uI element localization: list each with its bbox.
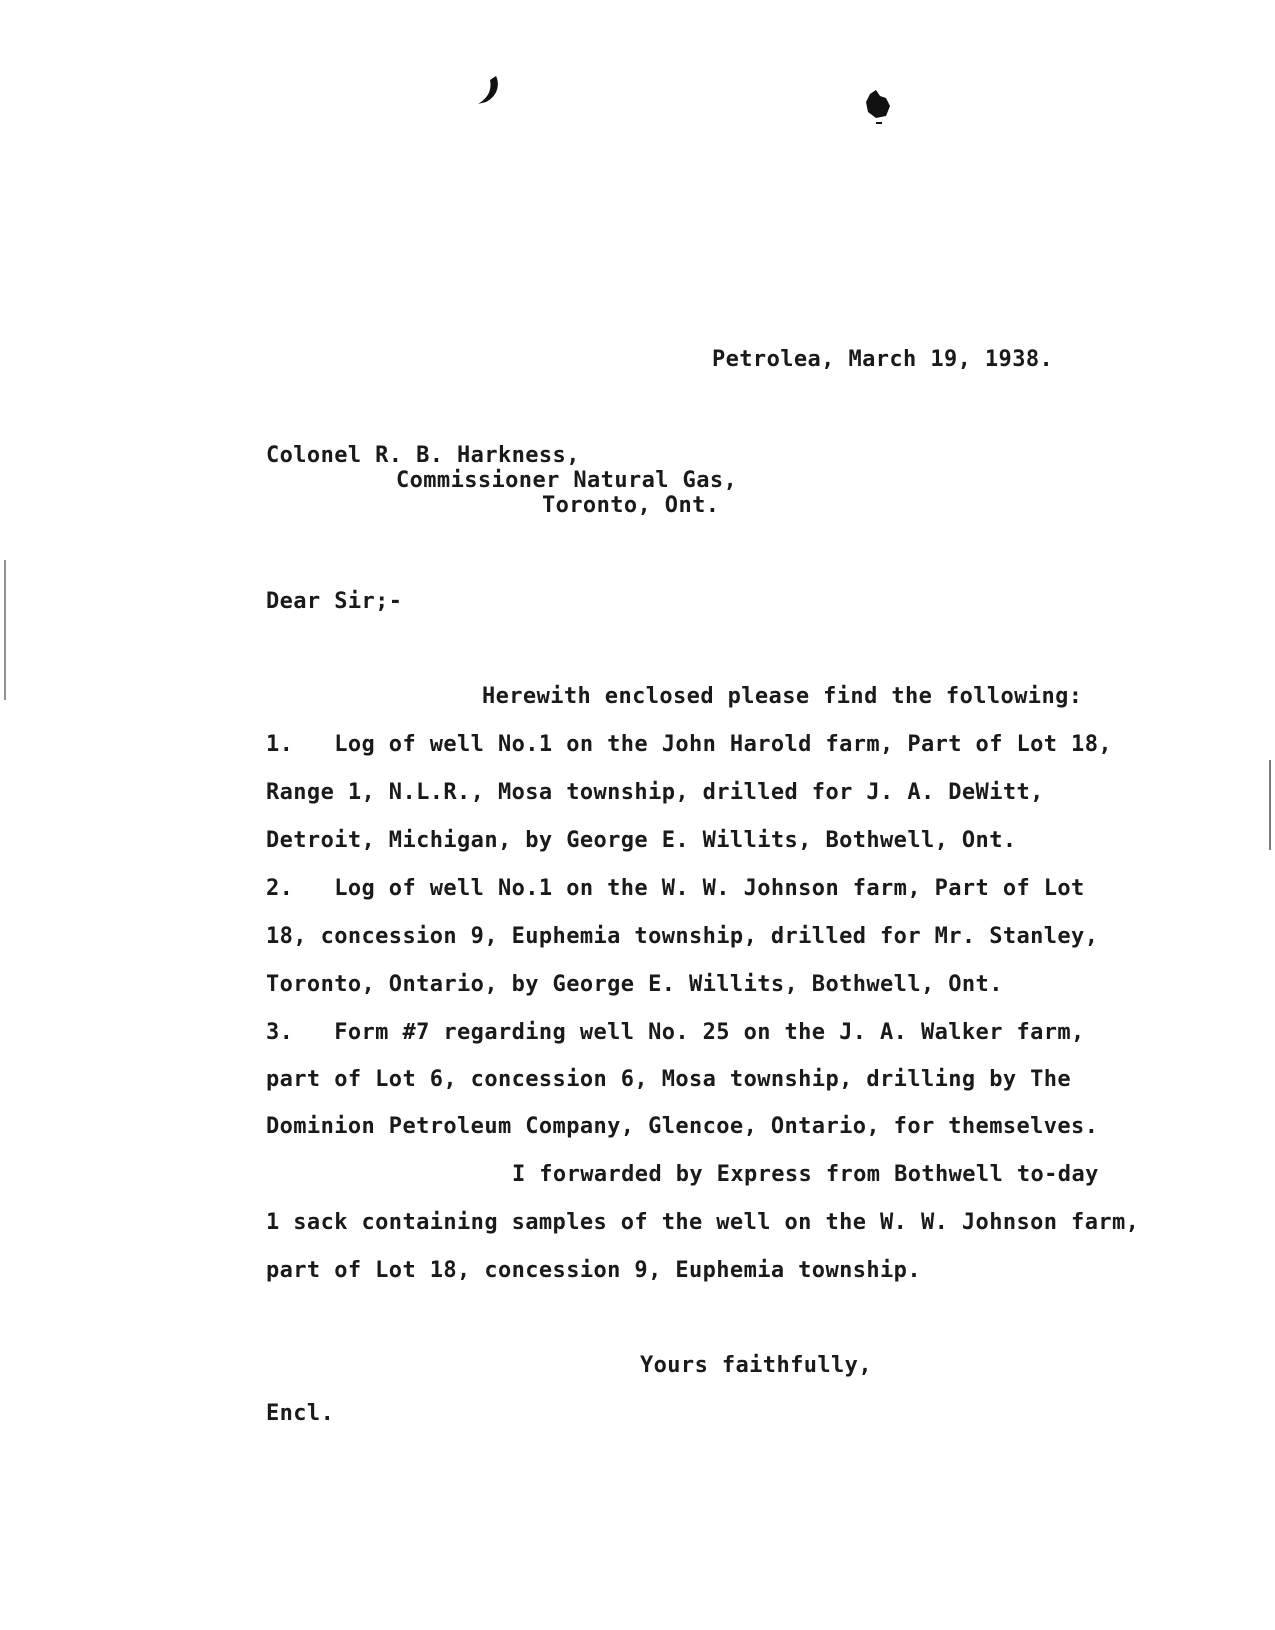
- date-line: Petrolea, March 19, 1938.: [712, 347, 1054, 372]
- body-line: Range 1, N.L.R., Mosa township, drilled for J. A. DeWitt,: [266, 780, 1044, 805]
- recipient-title: Commissioner Natural Gas,: [396, 468, 738, 493]
- closing: Yours faithfully,: [640, 1353, 872, 1378]
- scan-edge-left: [4, 560, 6, 700]
- body-line: 1. Log of well No.1 on the John Harold farm, Part of Lot 18,: [266, 732, 1112, 757]
- body-line: part of Lot 18, concession 9, Euphemia township.: [266, 1258, 921, 1283]
- enclosure-note: Encl.: [266, 1401, 335, 1426]
- body-line: 3. Form #7 regarding well No. 25 on the J. A. Walker farm,: [266, 1020, 1085, 1045]
- body-line: I forwarded by Express from Bothwell to-day: [512, 1162, 1099, 1187]
- body-line: Detroit, Michigan, by George E. Willits, Bothwell, Ont.: [266, 828, 1017, 853]
- recipient-location: Toronto, Ont.: [542, 493, 720, 518]
- ink-blot: [858, 86, 898, 130]
- ink-mark-crescent: [470, 74, 510, 110]
- body-line: 2. Log of well No.1 on the W. W. Johnson farm, Part of Lot: [266, 876, 1085, 901]
- body-line: part of Lot 6, concession 6, Mosa township, drilling by The: [266, 1067, 1072, 1092]
- body-line: Toronto, Ontario, by George E. Willits, Bothwell, Ont.: [266, 972, 1003, 997]
- scan-edge-right: [1269, 760, 1271, 850]
- body-line: Dominion Petroleum Company, Glencoe, Ontario, for themselves.: [266, 1114, 1099, 1139]
- body-line: Herewith enclosed please find the following:: [482, 684, 1083, 709]
- salutation: Dear Sir;-: [266, 589, 403, 614]
- recipient-name: Colonel R. B. Harkness,: [266, 443, 580, 468]
- body-line: 1 sack containing samples of the well on the W. W. Johnson farm,: [266, 1210, 1140, 1235]
- body-line: 18, concession 9, Euphemia township, drilled for Mr. Stanley,: [266, 924, 1099, 949]
